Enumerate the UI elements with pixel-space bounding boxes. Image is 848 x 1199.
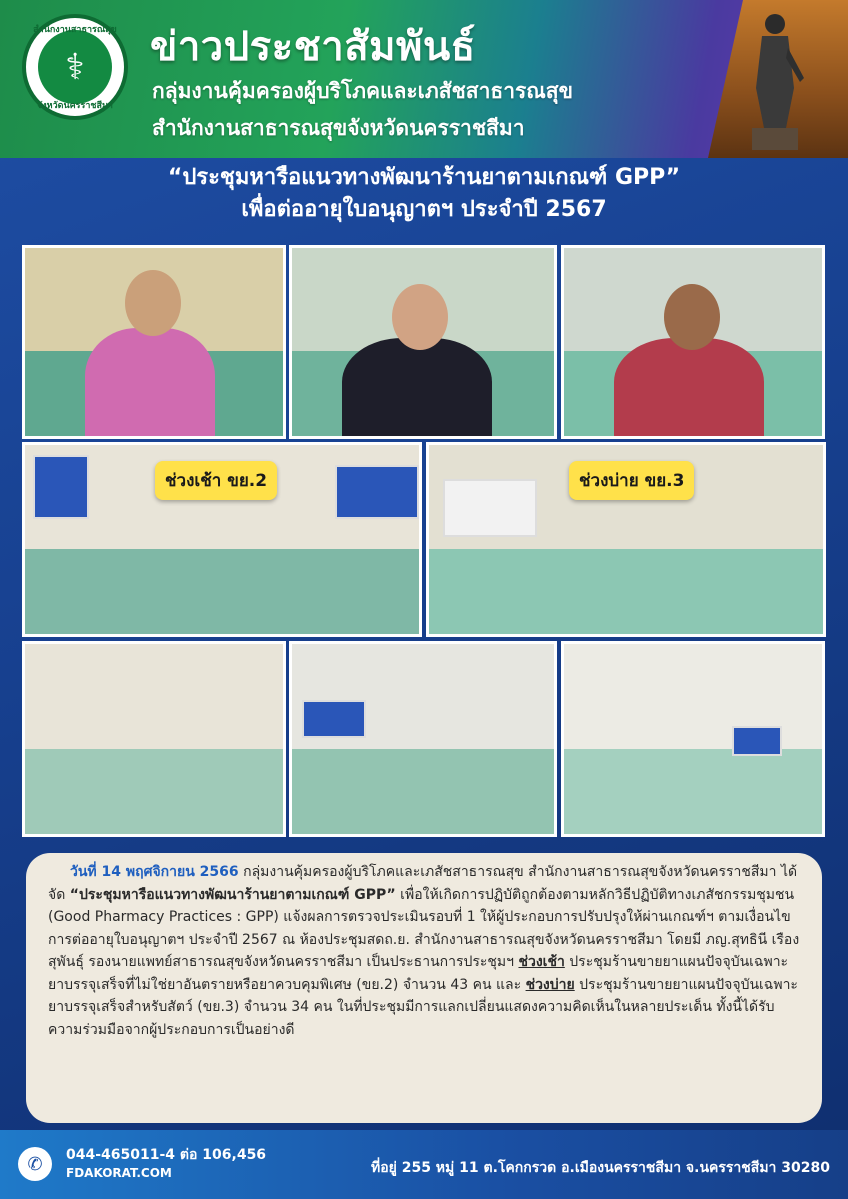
logo-ring-bottom-text: จังหวัดนครราชสีมา [37,101,113,111]
body-part-1: กลุ่มงานคุ้มครองผู้บริโภคและเภสัชสาธารณสุข สำนักงานสาธารณสุขจังหวัดนครราชสีมา ได้จัด [48,864,798,903]
headline-line1: “ประชุมหารือแนวทางพัฒนาร้านยาตามเกณฑ์ GPP” [167,165,681,190]
department-name: กลุ่มงานคุ้มครองผู้บริโภคและเภสัชสาธารณสุข [152,79,573,103]
office-name: สำนักงานสาธารณสุขจังหวัดนครราชสีมา [152,116,525,140]
news-date: วันที่ 14 พฤศจิกายน 2566 [70,864,239,880]
statue-icon [740,8,810,150]
logo-ring-top-text: สำนักงานสาธารณสุข [33,25,117,35]
photo-speaker-man [561,245,825,439]
page-title: ข่าวประชาสัมพันธ์ [150,24,476,70]
photo-afternoon-session [426,442,826,637]
footer [0,1130,848,1199]
headline-line2: เพื่อต่ออายุใบอนุญาตฯ ประจำปี 2567 [241,197,607,222]
photo-hall-left [22,641,286,837]
headline [0,162,848,226]
morning-label: ช่วงเช้า [518,954,565,970]
address: ที่อยู่ 255 หมู่ 11 ต.โคกกรวด อ.เมืองนครราชสีมา จ.นครราชสีมา 30280 [371,1160,830,1176]
news-body [48,861,800,1041]
body-part-4: ประชุมร้านขายยาแผนปัจจุบันเฉพาะยาบรรจุเสร็จสำหรับสัตว์ (ขย.3) จำนวน 34 คน ในที่ประชุมมีการแลกเปลี่ยนแสดงความคิดเห็นในหลายประเด็น ทั้งนี้ได้รับความร่วมมือจากผู้ประกอบการเป็นอย่างดี [48,976,798,1038]
health-logo-icon [22,14,128,120]
tag-morning: ช่วงเช้า ขย.2 [155,461,277,500]
phone-number: 044-465011-4 ต่อ 106,456 [66,1147,267,1163]
header-banner [0,0,848,158]
phone-icon: ✆ [18,1147,52,1181]
photo-chairwoman [22,245,286,439]
news-body-card [26,853,822,1123]
website-link[interactable]: FDAKORAT.COM [66,1166,172,1180]
caduceus-icon: ⚕ [38,30,112,104]
photo-hall-right [561,641,825,837]
photo-speaker-woman [289,245,557,439]
photo-hall-center [289,641,557,837]
afternoon-label: ช่วงบ่าย [525,976,575,993]
tag-afternoon: ช่วงบ่าย ขย.3 [569,461,694,500]
meeting-name: “ประชุมหารือแนวทางพัฒนาร้านยาตามเกณฑ์ GPP” [69,886,396,903]
photo-morning-session [22,442,422,637]
body-part-2: เพื่อให้เกิดการปฏิบัติถูกต้องตามหลักวิธีปฏิบัติทางเภสัชกรรมชุมชน (Good Pharmacy Practices : GPP) แจ้งผลการตรวจประเมินรอบที่ 1 ให้ผู้ประกอบการปรับปรุงให้ผ่านเกณฑ์ฯ ตามเงื่อนไขการต่ออายุใบอนุญาตฯ ประจำปี 2567 ณ ห้องประชุมสดถ.ย. สำนักงานสาธารณสุขจังหวัดนครราชสีมา โดยมี ภญ.สุทธินี เรืองสุพันธุ์ รองนายแพทย์สาธารณสุขจังหวัดนครราชสีมา เป็นประธานการประชุมฯ [48,886,800,970]
body-part-3: ประชุมร้านขายยาแผนปัจจุบันเฉพาะยาบรรจุเสร็จที่ไม่ใช่ยาอันตรายหรือยาควบคุมพิเศษ (ขย.2) จำนวน 43 คน และ [48,954,789,993]
